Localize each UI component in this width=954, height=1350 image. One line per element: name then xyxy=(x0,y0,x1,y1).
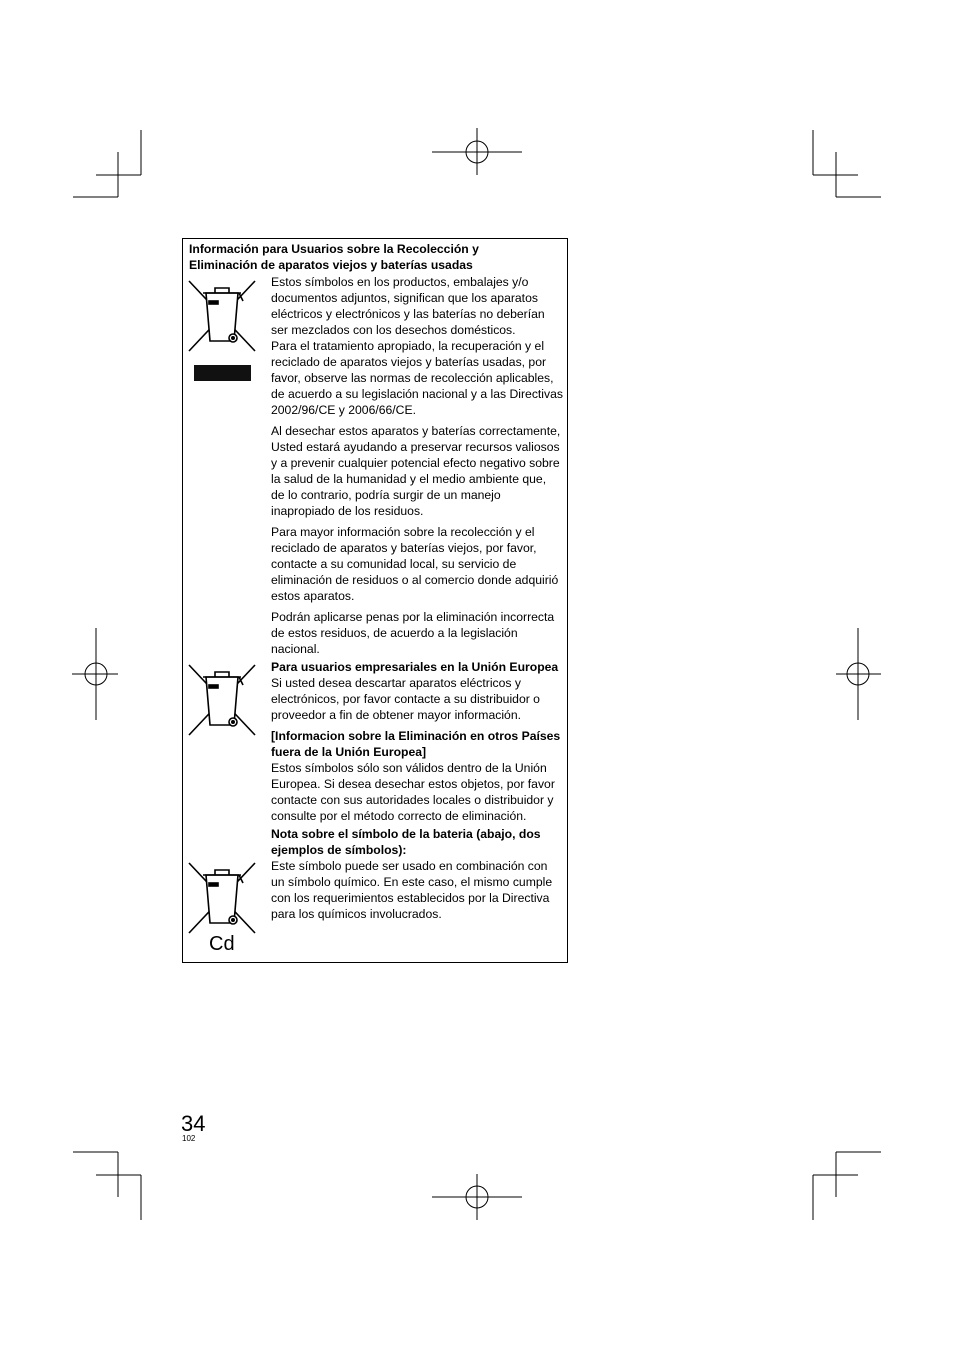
business-section xyxy=(271,659,563,723)
page-sub-number: 102 xyxy=(182,1134,196,1143)
crossed-bin-icon xyxy=(187,663,257,737)
main-text-column xyxy=(271,274,563,922)
paragraph-1: Estos símbolos en los productos, embalajes y/o documentos adjuntos, significan que los aparatos eléctricos y electrónicos y las baterías no deberían ser mezclados con los desechos domésticos. xyxy=(271,275,545,337)
paragraph-3: Al desechar estos aparatos y baterías correctamente, Usted estará ayudando a preservar recursos valiosos y a prevenir cualquier potencial efecto negativo sobre la salud de la humanidad y el medio ambiente que, de lo contrario, podría surgir de un manejo inapropiado de los residuos. xyxy=(271,424,561,518)
box-title-line2: Eliminación de aparatos viejos y baterías usadas xyxy=(189,258,473,272)
outside-eu-body: Estos símbolos sólo son válidos dentro de la Unión Europea. Si desea desechar estos objetos, por favor contacte con sus autoridades locales o distribuidor y consulte por el método correcto de eliminación. xyxy=(271,761,555,823)
business-heading: Para usuarios empresariales en la Unión Europea xyxy=(271,660,559,674)
box-title-line1: Información para Usuarios sobre la Recolección y xyxy=(189,242,479,256)
business-body: Si usted desea descartar aparatos eléctricos y electrónicos, por favor contacte a su distribuidor o proveedor a fin de obtener mayor información. xyxy=(271,676,540,722)
crossed-bin-cd-icon xyxy=(187,861,257,935)
chemical-symbol-label: Cd xyxy=(209,933,235,955)
crossed-bin-icon xyxy=(187,279,257,353)
outside-eu-heading: [Informacion sobre la Eliminación en otros Países fuera de la Unión Europea] xyxy=(271,729,561,759)
outside-eu-section xyxy=(271,728,563,824)
black-bar-symbol xyxy=(194,365,251,381)
battery-note-heading: Nota sobre el símbolo de la bateria (abajo, dos ejemplos de símbolos): xyxy=(271,827,541,857)
paragraph-4: Para mayor información sobre la recolección y el reciclado de aparatos y baterías viejos, por favor, contacte a su comunidad local, su servicio de eliminación de residuos o al comercio donde adquirió estos aparatos. xyxy=(271,525,559,603)
battery-note-body: Este símbolo puede ser usado en combinación con un símbolo químico. En este caso, el mismo cumple con los requerimientos establecidos por la Directiva para los químicos involucrados. xyxy=(271,859,553,921)
paragraph-5: Podrán aplicarse penas por la eliminación incorrecta de estos residuos, de acuerdo a la legislación nacional. xyxy=(271,610,555,656)
box-title xyxy=(189,241,559,273)
disposal-info-box xyxy=(182,238,568,963)
battery-note-section xyxy=(271,826,563,922)
page-number: 34 xyxy=(181,1111,206,1136)
paragraph-2: Para el tratamiento apropiado, la recuperación y el reciclado de aparatos viejos y baterías usadas, por favor, observe las normas de recolección aplicables, de acuerdo a su legislación nacional y a las Directivas 2002/96/CE y 2006/66/CE. xyxy=(271,339,563,417)
